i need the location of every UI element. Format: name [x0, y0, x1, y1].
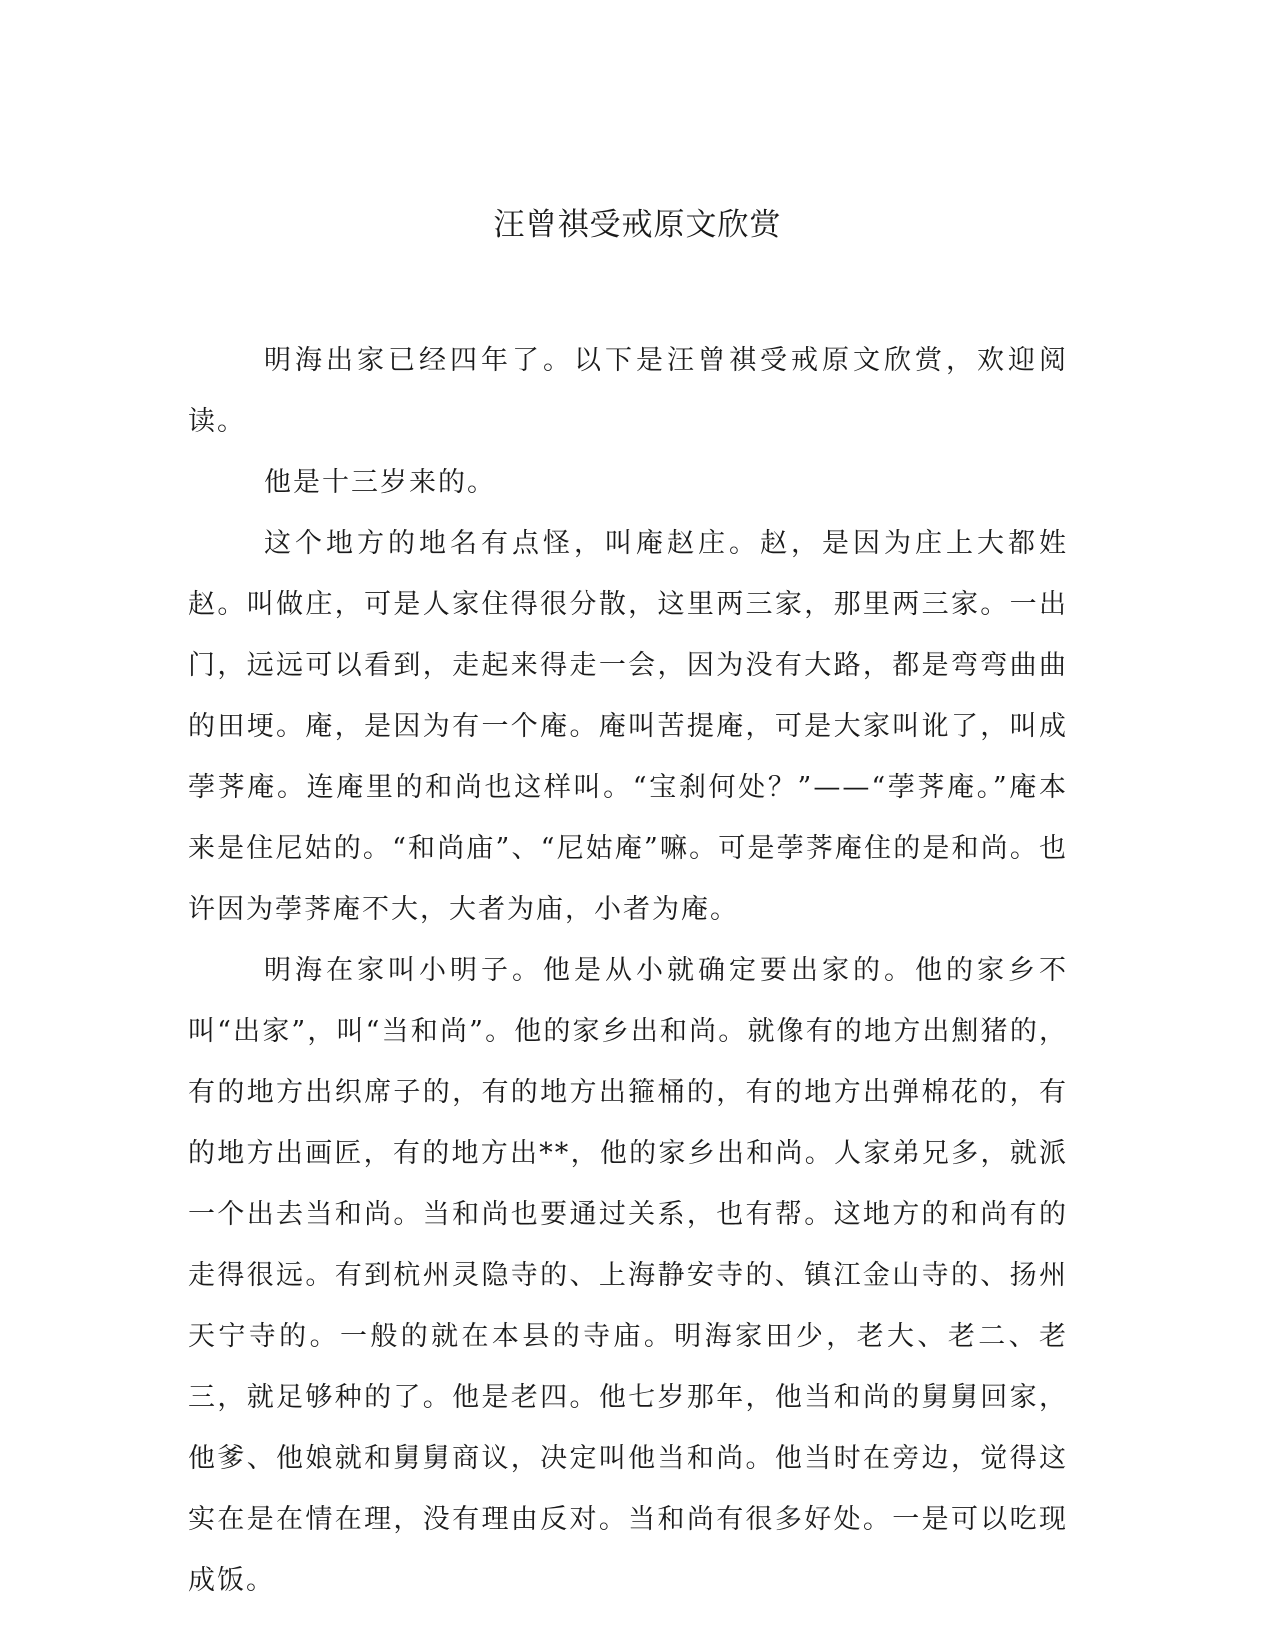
document-title: 汪曾祺受戒原文欣赏	[493, 207, 782, 243]
paragraph-minghai-home: 明海在家叫小明子。他是从小就确定要出家的。他的家乡不叫“出家”，叫“当和尚”。他的家乡出和尚。就像有的地方出劁猪的，有的地方出织席子的，有的地方出箍桶的，有的地方出弹棉花的，有的地方出画匠，有的地方出**，他的家乡出和尚。人家弟兄多，就派一个出去当和尚。当和尚也要通过关系，也有帮。这地方的和尚有的走得很远。有到杭州灵隐寺的、上海静安寺的、镇江金山寺的、扬州天宁寺的。一般的就在本县的寺庙。明海家田少，老大、老二、老三，就足够种的了。他是老四。他七岁那年，他当和尚的舅舅回家，他爹、他娘就和舅舅商议，决定叫他当和尚。他当时在旁边，觉得这实在是在情在理，没有理由反对。当和尚有很多好处。一是可以吃现成饭。	[188, 955, 1068, 1596]
document-body	[188, 330, 1068, 1611]
paragraph-age: 他是十三岁来的。	[264, 467, 496, 498]
paragraph-intro: 明海出家已经四年了。以下是汪曾祺受戒原文欣赏，欢迎阅读。	[188, 345, 1068, 437]
paragraph-place-name: 这个地方的地名有点怪，叫庵赵庄。赵，是因为庄上大都姓赵。叫做庄，可是人家住得很分散，这里两三家，那里两三家。一出门，远远可以看到，走起来得走一会，因为没有大路，都是弯弯曲曲的田埂。庵，是因为有一个庵。庵叫苦提庵，可是大家叫讹了，叫成荸荠庵。连庵里的和尚也这样叫。“宝刹何处？”——“荸荠庵。”庵本来是住尼姑的。“和尚庙”、“尼姑庵”嘛。可是荸荠庵住的是和尚。也许因为荸荠庵不大，大者为庙，小者为庵。	[188, 528, 1068, 925]
